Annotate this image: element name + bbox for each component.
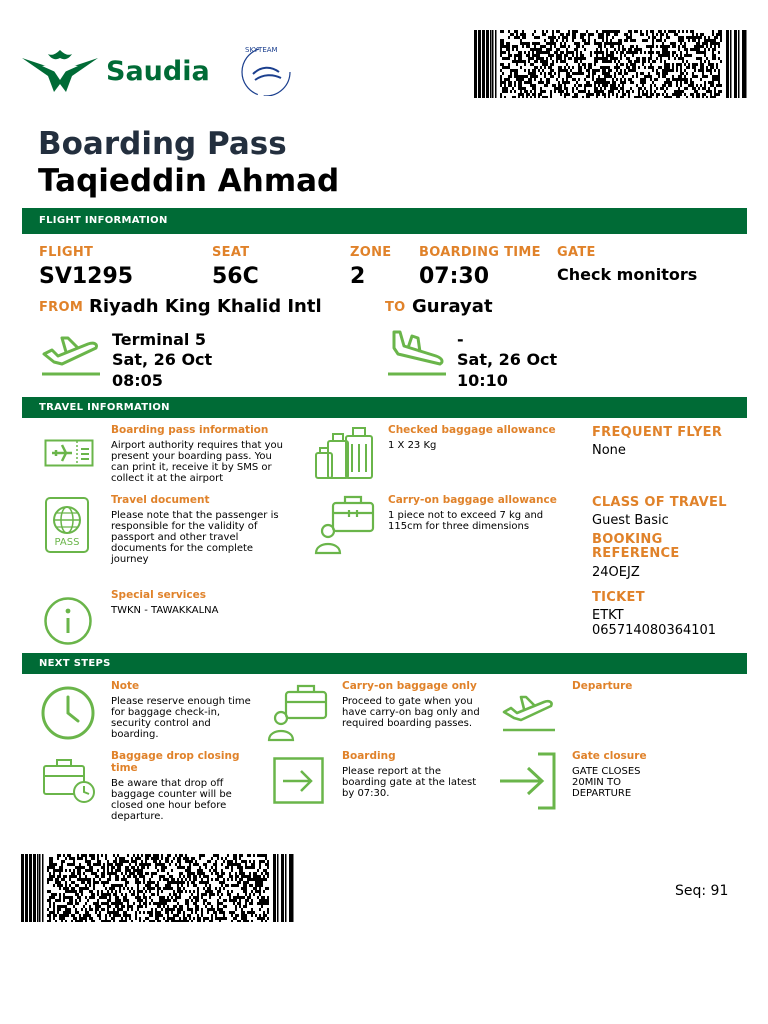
- special-services-text: TWKN - TAWAKKALNA: [111, 605, 219, 616]
- bp-info-title: Boarding pass information: [111, 424, 269, 436]
- next-steps-heading: NEXT STEPS: [39, 658, 111, 669]
- sequence-number: Seq: 91: [675, 883, 729, 899]
- boarding-time: 07:30: [419, 264, 490, 289]
- departure-time: 08:05: [112, 371, 163, 390]
- boarding-gate-icon: [273, 757, 325, 805]
- departure-plane-icon: [501, 692, 557, 734]
- passenger-name: Taqieddin Ahmad: [38, 163, 340, 199]
- special-services-title: Special services: [111, 589, 206, 601]
- travel-doc-text: Please note that the passenger is responsible for the validity of passport and other travel documents for the complete journey: [111, 510, 279, 565]
- arrival-date: Sat, 26 Oct: [457, 350, 558, 369]
- note-text: Please reserve enough time for baggage check-in, security control and boarding.: [111, 696, 251, 740]
- arrival-time: 10:10: [457, 371, 508, 390]
- barcode-top: [474, 30, 748, 98]
- page-title: Boarding Pass: [38, 126, 287, 162]
- to-label: TO: [385, 300, 406, 315]
- ticket-value-1: ETKT: [592, 608, 624, 623]
- boarding-title: Boarding: [342, 750, 396, 762]
- clock-icon: [40, 685, 96, 741]
- travel-info-bar: [22, 397, 747, 418]
- boarding-pass-icon: [44, 439, 94, 467]
- gate-label: GATE: [557, 245, 596, 260]
- flight-label: FLIGHT: [39, 245, 94, 260]
- passport-icon: [45, 497, 89, 553]
- bp-info-text: Airport authority requires that you present your boarding pass. You can print it, receive it by SMS or collect it at the airport: [111, 440, 283, 484]
- skyteam-text: SKYTEAM: [245, 46, 278, 54]
- skyteam-logo: [233, 40, 293, 96]
- arrival-terminal: -: [457, 330, 464, 349]
- passport-word: PASS: [54, 537, 80, 548]
- flight-number: SV1295: [39, 264, 134, 289]
- baggage-drop-clock-icon: [42, 758, 98, 804]
- departure-terminal: Terminal 5: [112, 330, 207, 349]
- gate-closure-title: Gate closure: [572, 750, 647, 762]
- info-icon: [43, 596, 93, 646]
- from-label: FROM: [39, 300, 84, 315]
- travel-doc-title: Travel document: [111, 494, 210, 506]
- boarding-text: Please report at the boarding gate at the latest by 07:30.: [342, 766, 477, 799]
- zone-label: ZONE: [350, 245, 392, 260]
- baggage-drop-text: Be aware that drop off baggage counter will be closed one hour before departure.: [111, 778, 232, 822]
- travel-info-heading: TRAVEL INFORMATION: [39, 402, 170, 413]
- gate-value: Check monitors: [557, 265, 698, 284]
- checked-baggage-icon: [314, 426, 376, 482]
- class-of-travel-value: Guest Basic: [592, 513, 669, 528]
- ticket-value-2: 065714080364101: [592, 623, 717, 638]
- carry-on-only-text: Proceed to gate when you have carry-on bag only and required boarding passes.: [342, 696, 480, 729]
- frequent-flyer-value: None: [592, 443, 626, 458]
- saudia-logo: [22, 40, 222, 98]
- carry-on-baggage-icon: [313, 495, 377, 555]
- booking-reference-label-2: REFERENCE: [592, 546, 680, 561]
- gate-closure-text: GATE CLOSES 20MIN TO DEPARTURE: [572, 766, 641, 799]
- seat-number: 56C: [212, 264, 259, 289]
- departure-title: Departure: [572, 680, 633, 692]
- carry-on-text: 1 piece not to exceed 7 kg and 115cm for three dimensions: [388, 510, 544, 532]
- class-of-travel-label: CLASS OF TRAVEL: [592, 495, 727, 510]
- booking-reference-label-1: BOOKING: [592, 532, 663, 547]
- carry-on-only-title: Carry-on baggage only: [342, 680, 477, 692]
- brand-name: Saudia: [106, 56, 210, 87]
- departure-date: Sat, 26 Oct: [112, 350, 213, 369]
- note-title: Note: [111, 680, 140, 692]
- carry-on-title: Carry-on baggage allowance: [388, 494, 557, 506]
- ticket-label: TICKET: [592, 590, 645, 605]
- barcode-bottom: [21, 854, 295, 922]
- flight-info-bar: [22, 208, 747, 234]
- checked-baggage-text: 1 X 23 Kg: [388, 440, 437, 451]
- from-airport: Riyadh King Khalid Intl: [89, 296, 322, 317]
- baggage-drop-title: Baggage drop closing time: [111, 750, 240, 774]
- zone-number: 2: [350, 264, 366, 289]
- landing-icon: [386, 328, 448, 378]
- checked-baggage-title: Checked baggage allowance: [388, 424, 556, 436]
- to-airport: Gurayat: [412, 296, 493, 317]
- boarding-time-label: BOARDING TIME: [419, 245, 541, 260]
- gate-closure-icon: [498, 752, 560, 810]
- frequent-flyer-label: FREQUENT FLYER: [592, 425, 723, 440]
- carry-on-only-icon: [266, 684, 330, 742]
- next-steps-bar: [22, 653, 747, 674]
- flight-info-heading: FLIGHT INFORMATION: [39, 215, 168, 226]
- takeoff-icon: [40, 332, 102, 378]
- seat-label: SEAT: [212, 245, 250, 260]
- booking-reference-value: 24OEJZ: [592, 565, 640, 580]
- saudia-emblem-icon: [22, 40, 222, 98]
